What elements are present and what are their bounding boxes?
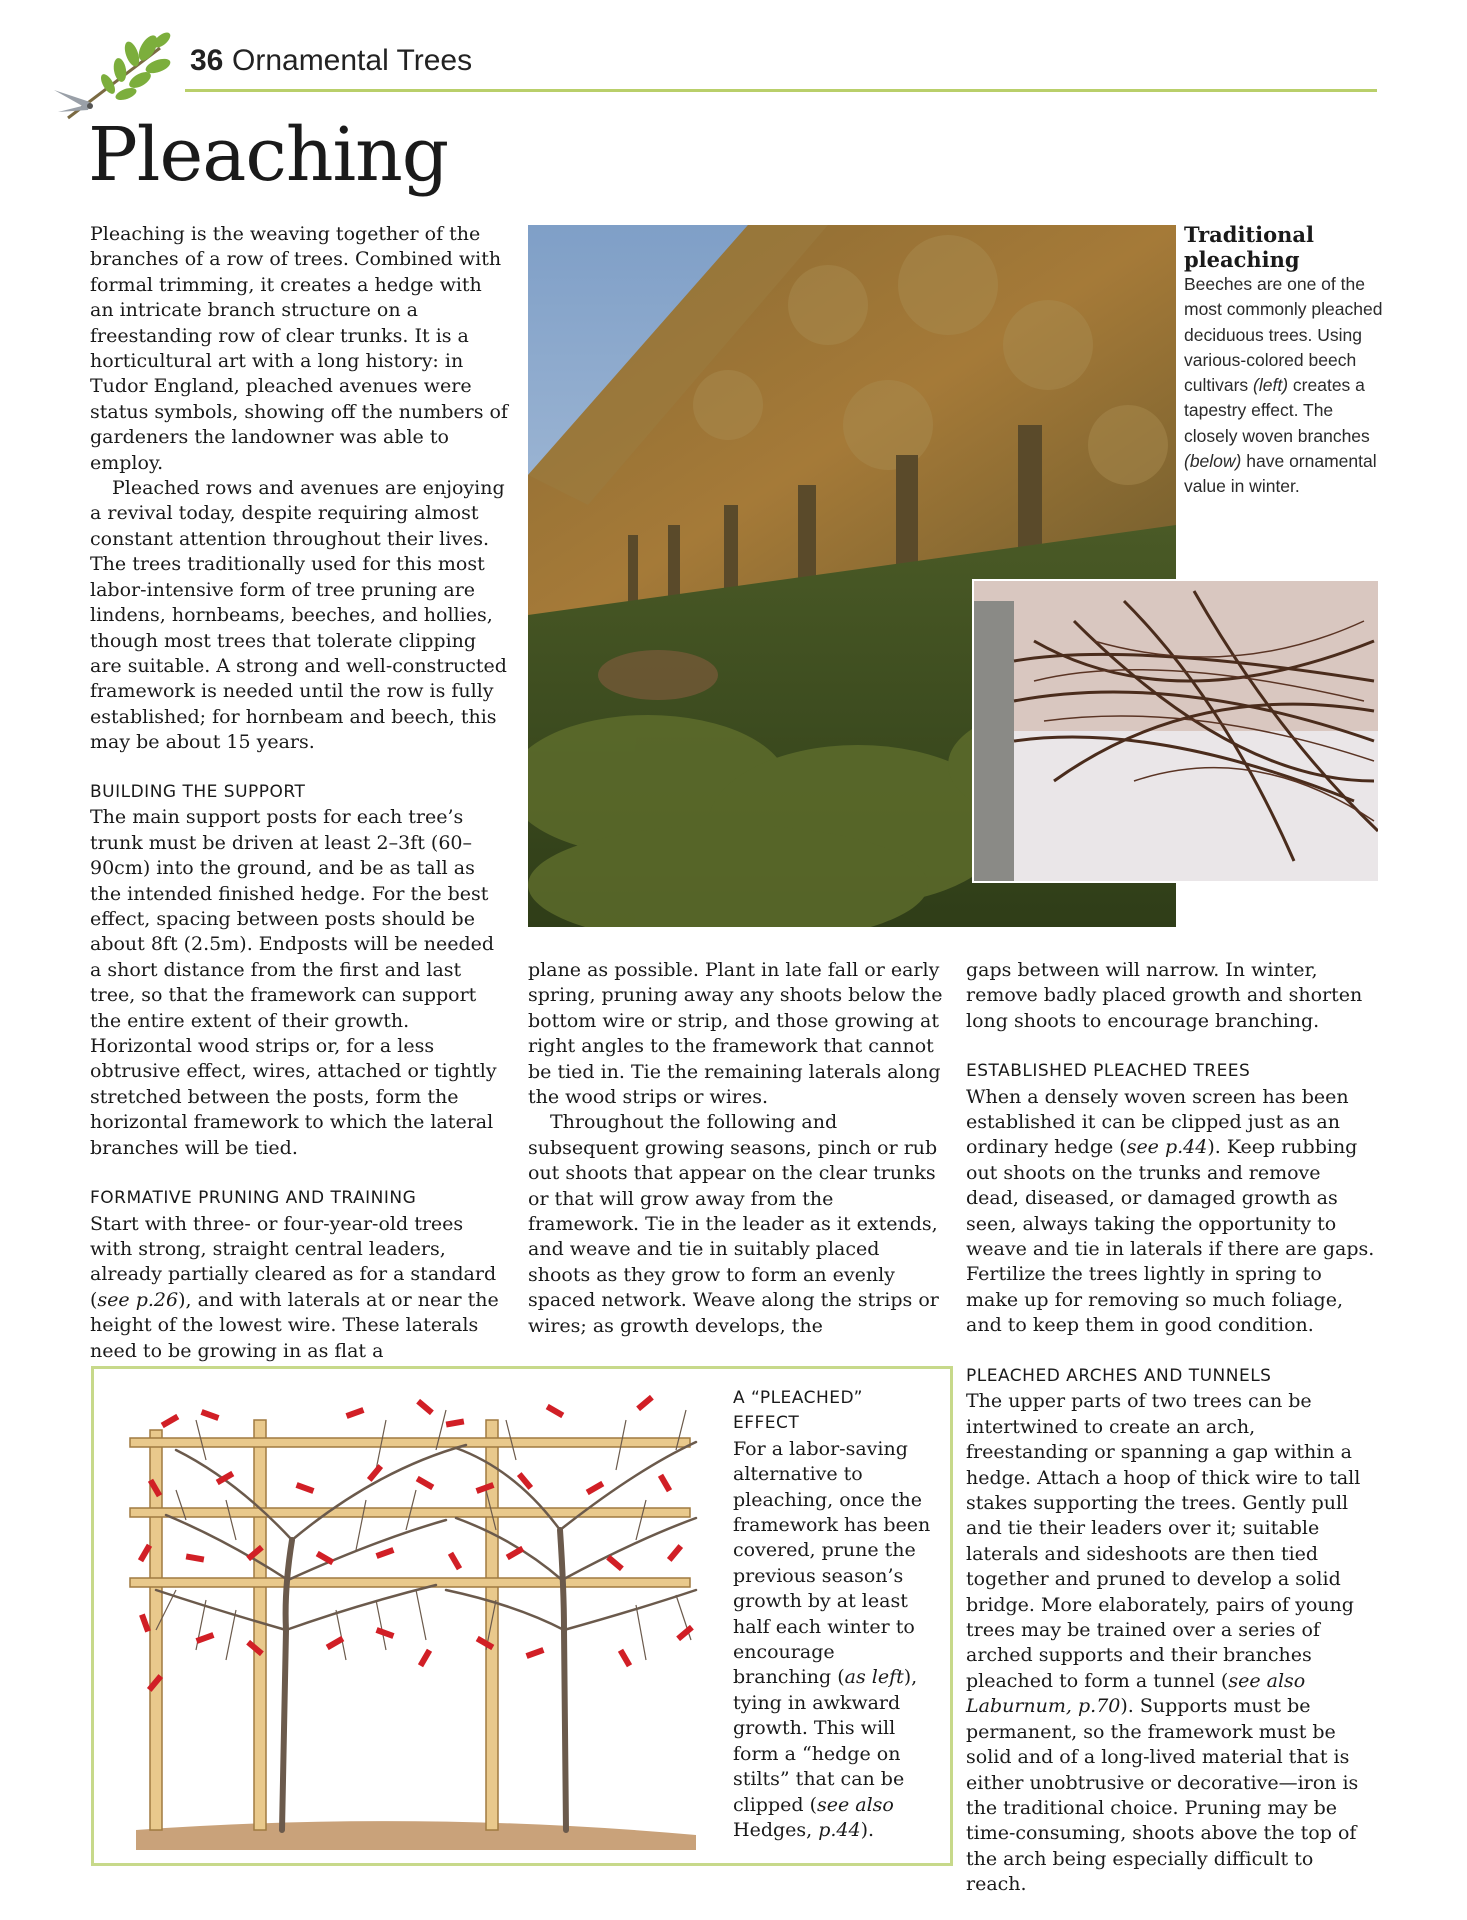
intro-text [90,222,510,756]
formative-text-start: Start with three- or four-year-old trees with strong, straight central leaders, already partially cleared as for a standard (see p.26), and with laterals at or near the height of the lowest wire. These laterals need to be growing in as flat a [90,1212,499,1362]
formative-paragraph-2: Throughout the following and subsequent growing seasons, pinch or rub out shoots that appear on the clear trunks or that will grow away from the framework. Tie in the leader as it extends, and weave and tie in suitably placed shoots as they grow to form an evenly spaced network. Weave along the strips or wires; as growth develops, the [528,1111,939,1337]
intro-paragraph-2: Pleached rows and avenues are enjoying a revival today, despite requiring almost constant attention throughout their lives. The trees traditionally used for this most labor-intensive form of tree pruning are lindens, hornbeams, beeches, and hollies, though most trees that tolerate clipping are suitable. A strong and well-constructed framework is needed until the row is fully established; for hornbeam and beech, this may be about 15 years. [90,477,507,754]
column-3-top [966,958,1378,1339]
intro-paragraph-1: Pleaching is the weaving together of the branches of a row of trees. Combined with formal trimming, it creates a hedge with an intricate branch structure on a freestanding row of clear trunks. It is a horticultural art with a long history: in Tudor England, pleached avenues were status symbols, showing off the numbers of gardeners the landowner was able to employ. [90,223,508,474]
column-3-bottom [966,1364,1378,1898]
arches-text: The upper parts of two trees can be intertwined to create an arch, freestanding or spanning a gap within a hedge. Attach a hoop of thick wire to tall stakes supporting the trees. Gently pull and tie their leaders over it; suitable laterals and sideshoots are then tied together and pruned to develop a solid bridge. More elaborately, pairs of young trees may be trained over a series of arched supports and their branches pleached to form a tunnel (see also Laburnum, p.70). Supports must be permanent, so the framework must be solid and of a long-lived material that is either unobtrusive or decorative—iron is the traditional choice. Pruning may be time-consuming, shoots above the top of the arch being especially difficult to reach. [966,1390,1361,1896]
column-2 [528,958,944,1339]
page-title: Pleaching [88,112,449,198]
traditional-pleaching-caption [1184,222,1384,500]
page-ref: see p.26 [97,1288,179,1311]
building-support-heading: BUILDING THE SUPPORT [90,782,306,802]
formative-end: gaps between will narrow. In winter, remove badly placed growth and shorten long shoots to encourage branching. [966,959,1363,1032]
caption-title: Traditional pleaching [1184,222,1314,272]
page-number: 36 [190,44,224,77]
column-1-sections [90,780,510,1364]
header-rule [185,89,1377,92]
formative-continued: plane as possible. Plant in late fall or early spring, pruning away any shoots below the bottom wire or strip, and those growing at right angles to the framework that cannot be tied in. Tie the remaining laterals along the wood strips or wires. [528,959,943,1109]
caption-title: A “PLEACHED” EFFECT [733,1388,863,1434]
established-text: When a densely woven screen has been established it can be clipped just as an ordinary hedge (see p.44). Keep rubbing out shoots on the trunks and remove dead, diseased, or damaged growth as seen, always taking the opportunity to weave and tie in laterals if there are gaps. Fertilize the trees lightly in spring to make up for removing so much foliage, and to keep them in good condition. [966,1085,1375,1337]
pleached-effect-caption [733,1386,933,1843]
arches-heading: PLEACHED ARCHES AND TUNNELS [966,1366,1272,1386]
caption-body: Beeches are one of the most commonly pleached deciduous trees. Using various-colored beech cultivars (left) creates a tapestry effect. The closely woven branches (below) have ornamental value in winter. [1184,274,1383,497]
woven-branches-photo [972,579,1380,883]
established-heading: ESTABLISHED PLEACHED TREES [966,1061,1251,1082]
section-name: Ornamental Trees [232,44,473,77]
pleached-trees-illustration [116,1390,716,1850]
formative-heading: FORMATIVE PRUNING AND TRAINING [90,1188,417,1209]
caption-body: For a labor-saving alternative to pleaching, once the framework has been covered, prune the previous season’s growth by at least half each winter to encourage branching (as left), tying in awkward growth. This will form a “hedge on stilts” that can be clipped (see also Hedges, p.44). [733,1437,931,1841]
building-support-text: The main support posts for each tree’s trunk must be driven at least 2–3ft (60–90cm) into the ground, and be as tall as the intended finished hedge. For the best effect, spacing between posts should be about 8ft (2.5m). Endposts will be needed a short distance from the first and last tree, so that the framework can support the entire extent of their growth. Horizontal wood strips or, for a less obtrusive effect, wires, attached or tightly stretched between the posts, form the horizontal framework to which the lateral branches will be tied. [90,806,497,1159]
